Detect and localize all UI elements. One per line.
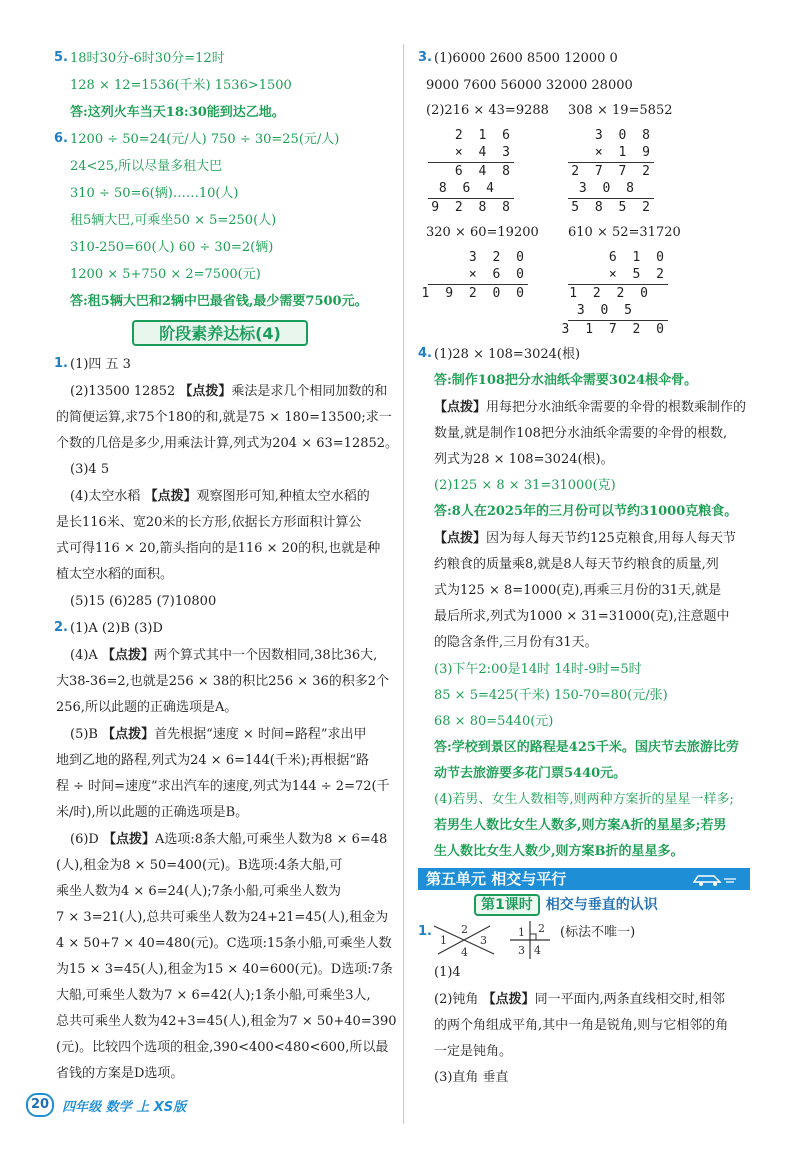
answer-line: 答:学校到景区的路程是425千米。国庆节去旅游比劳	[434, 740, 739, 755]
calc-rule	[428, 284, 528, 285]
answer-line: (3)下午2:00是14时 14时-9时=5时	[434, 662, 642, 677]
hint-label: 【点拨】	[179, 384, 232, 399]
answer-line: (人),租金为8 × 50=400(元)。B选项:4条大船,可	[56, 858, 343, 873]
calc-row: 3 1 7 2 0	[561, 322, 668, 337]
page-number: 20	[26, 1093, 54, 1117]
page-footer	[26, 1093, 186, 1117]
section-title: 阶段素养达标(4)	[132, 320, 308, 346]
unit-banner	[418, 868, 750, 890]
answer-line: (3)4 5	[70, 462, 110, 477]
answer-line: 4 × 50+7 × 40=480(元)。C选项:15条小船,可乘坐人数	[56, 936, 392, 951]
vertical-calculation	[428, 128, 514, 214]
angle-label: 2	[461, 923, 468, 936]
answer-line: 85 × 5=425(千米) 150-70=80(元/张)	[434, 688, 668, 703]
answer-line: 若男生人数比女生人数多,则方案A折的星星多;若男	[434, 818, 727, 833]
calc-row: 3 0 8	[594, 128, 654, 143]
calc-row: × 4 3	[454, 145, 514, 160]
answer-line: 生人数比女生人数少,则方案B折的星星多。	[434, 844, 684, 859]
calc-row: 2 1 6	[454, 128, 514, 143]
answer-line: 米/时),所以此题的正确选项是B。	[56, 805, 249, 820]
answer-line: (5)15 (6)285 (7)10800	[70, 594, 217, 609]
figure-note: (标法不唯一)	[560, 925, 636, 940]
answer-line: 128 × 12=1536(千米) 1536>1500	[70, 78, 292, 93]
question-number: 2.	[54, 620, 68, 635]
question-number: 3.	[418, 50, 432, 65]
angle-label: 1	[518, 926, 525, 939]
answer-line: 大38-36=2,也就是256 × 38的积比256 × 36的积多2个	[56, 674, 390, 689]
answer-line: (1)6000 2600 8500 12000 0	[434, 51, 618, 66]
perpendicular-lines-figure	[508, 920, 552, 960]
answer-line: 310 ÷ 50=6(辆)……10(人)	[70, 186, 239, 201]
answer-line: 为15 × 3=45(人),租金为15 × 40=600(元)。D选项:7条	[56, 962, 393, 977]
angle-label: 1	[440, 934, 447, 947]
answer-line: (6)D 【点拨】A选项:8条大船,可乘坐人数为8 × 6=48	[70, 832, 388, 847]
column-divider	[403, 44, 404, 1124]
car-icon	[692, 871, 738, 887]
answer-line: 数量,就是制作108把分水油纸伞需要的伞骨的根数,	[434, 426, 728, 441]
answer-line: 答:这列火车当天18:30能到达乙地。	[70, 105, 285, 120]
answer-line: (4)太空水稻 【点拨】观察图形可知,种植太空水稻的	[70, 489, 370, 504]
answer-line: (2)125 × 8 × 31=31000(克)	[434, 478, 616, 493]
answer-line: 【点拨】因为每人每天节约125克粮食,用每人每天节	[434, 531, 736, 546]
calc-rule	[568, 162, 654, 163]
hint-label: 【点拨】	[102, 727, 155, 742]
answer-line: 地到乙地的路程,列式为24 × 6=144(千米);再根据“路	[56, 753, 369, 768]
answer-line: 18时30分-6时30分=12时	[70, 51, 225, 66]
calc-row: × 5 2	[608, 267, 668, 282]
answer-line: (2)216 × 43=9288	[426, 103, 549, 118]
angle-label: 3	[518, 944, 525, 957]
answer-line: 的隐含条件,三月份有31天。	[434, 635, 598, 650]
answer-line: 总共可乘坐人数为42+3=45(人),租金为7 × 50+40=390	[56, 1014, 397, 1029]
calc-row: 1 2 2 0	[569, 286, 652, 301]
question-number: 1.	[418, 924, 432, 939]
vertical-calculation	[568, 128, 654, 214]
calc-rule	[568, 284, 668, 285]
answer-line: 式为125 × 8=1000(克),再乘三月份的31天,就是	[434, 583, 722, 598]
answer-line: 式可得116 × 20,箭头指向的是116 × 20的积,也就是种	[56, 541, 381, 556]
answer-line: 租5辆大巴,可乘坐50 × 5=250(人)	[70, 213, 277, 228]
hint-label: 【点拨】	[102, 832, 155, 847]
answer-line: (5)B 【点拨】首先根据“速度 × 时间=路程”求出甲	[70, 727, 367, 742]
answer-line: (1)A (2)B (3)D	[70, 621, 163, 636]
answer-line: 程 ÷ 时间=速度”求出汽车的速度,列式为144 ÷ 2=72(千	[56, 779, 390, 794]
calc-row: 5 8 5 2	[571, 200, 654, 215]
hint-label: 【点拨】	[434, 400, 487, 415]
calc-rule	[428, 162, 514, 163]
question-number: 5.	[54, 50, 68, 65]
hint-label: 【点拨】	[144, 489, 197, 504]
angle-label: 2	[538, 922, 545, 935]
answer-line: (元)。比较四个选项的租金,390<400<480<600,所以最	[56, 1040, 389, 1055]
vertical-calculation	[561, 250, 668, 340]
calc-row: 3 2 0	[468, 250, 528, 265]
calc-row: 8 6 4	[438, 181, 498, 196]
calc-rule	[568, 320, 668, 321]
answer-line: (4)A 【点拨】两个算式其中一个因数相同,38比36大,	[70, 648, 378, 663]
calc-row: 3 0 8	[578, 181, 638, 196]
vertical-calculation	[421, 250, 528, 306]
question-number: 1.	[54, 356, 68, 371]
calc-row: 9 2 8 8	[431, 200, 514, 215]
answer-line: 1200 × 5+750 × 2=7500(元)	[70, 267, 261, 282]
calc-rule	[428, 198, 514, 199]
question-number: 6.	[54, 131, 68, 146]
answer-line: 308 × 19=5852	[568, 103, 673, 118]
book-brand: 四年级 数学 上 XS版	[62, 1099, 187, 1115]
answer-line: (2)钝角 【点拨】同一平面内,两条直线相交时,相邻	[434, 992, 725, 1007]
hint-label: 【点拨】	[101, 648, 154, 663]
answer-line: 一定是钝角。	[434, 1044, 513, 1059]
calc-row: 6 1 0	[608, 250, 668, 265]
unit-title: 第五单元 相交与平行	[426, 870, 567, 888]
answer-line: 的简便运算,求75个180的和,就是75 × 180=13500;求一	[56, 410, 392, 425]
calc-row: 3 0 5	[576, 303, 636, 318]
answer-line: 最后所求,列式为1000 × 31=31000(克),注意题中	[434, 609, 730, 624]
answer-line: 1200 ÷ 50=24(元/人) 750 ÷ 30=25(元/人)	[70, 132, 340, 147]
lesson-title: 相交与垂直的认识	[545, 897, 658, 913]
answer-line: (2)13500 12852 【点拨】乘法是求几个相同加数的和	[70, 384, 388, 399]
lesson-badge: 第1课时	[474, 894, 540, 916]
answer-line: 320 × 60=19200	[426, 225, 539, 240]
answer-line: 610 × 52=31720	[568, 225, 681, 240]
answer-line: (1)4	[434, 965, 461, 980]
answer-line: 7 × 3=21(人),总共可乘坐人数为24+21=45(人),租金为	[56, 910, 389, 925]
answer-line: 答:8人在2025年的三月份可以节约31000克粮食。	[434, 504, 738, 519]
hint-label: 【点拨】	[482, 992, 535, 1007]
answer-line: 乘坐人数为4 × 6=24(人);7条小船,可乘坐人数为	[56, 884, 342, 899]
intersecting-lines-figure	[432, 922, 498, 958]
answer-line: 答:制作108把分水油纸伞需要3024根伞骨。	[434, 373, 698, 388]
answer-line: 列式为28 × 108=3024(根)。	[434, 452, 614, 467]
lesson-header	[474, 894, 658, 916]
answer-line: 的两个角组成平角,其中一角是锐角,则与它相邻的角	[434, 1018, 729, 1033]
answer-line: 大船,可乘坐人数为7 × 6=42(人);1条小船,可乘坐3人,	[56, 988, 371, 1003]
angle-label: 4	[461, 946, 468, 958]
question-number: 4.	[418, 346, 432, 361]
answer-line: 约粮食的质量乘8,就是8人每天节约粮食的质量,列	[434, 557, 719, 572]
answer-line: (1)四 五 3	[70, 357, 131, 372]
answer-line: 310-250=60(人) 60 ÷ 30=2(辆)	[70, 240, 274, 255]
answer-line: 24<25,所以尽量多租大巴	[70, 159, 223, 174]
answer-line: 68 × 80=5440(元)	[434, 714, 554, 729]
answer-line: (3)直角 垂直	[434, 1070, 509, 1085]
answer-line: (1)28 × 108=3024(根)	[434, 347, 581, 362]
answer-line: 植太空水稻的面积。	[56, 567, 174, 582]
angle-label: 3	[480, 934, 487, 947]
hint-label: 【点拨】	[434, 531, 487, 546]
answer-line: 动节去旅游要多花门票5440元。	[434, 766, 627, 781]
answer-line: 省钱的方案是D选项。	[56, 1066, 184, 1081]
calc-row: × 1 9	[594, 145, 654, 160]
answer-line: 个数的几倍是多少,用乘法计算,列式为204 × 63=12852。	[56, 436, 399, 451]
calc-rule	[568, 198, 654, 199]
calc-row: 1 9 2 0 0	[421, 286, 528, 301]
calc-row: × 6 0	[468, 267, 528, 282]
answer-line: (4)若男、女生人数相等,则两种方案折的星星一样多;	[434, 792, 734, 807]
calc-row: 6 4 8	[454, 164, 514, 179]
answer-line: 是长116米、宽20米的长方形,依据长方形面积计算公	[56, 515, 362, 530]
answer-line: 9000 7600 56000 32000 28000	[426, 78, 633, 93]
angle-label: 4	[534, 944, 541, 957]
answer-line: 【点拨】用每把分水油纸伞需要的伞骨的根数乘制作的	[434, 400, 747, 415]
calc-row: 2 7 7 2	[571, 164, 654, 179]
answer-line: 答:租5辆大巴和2辆中巴最省钱,最少需要7500元。	[70, 294, 368, 309]
answer-line: 256,所以此题的正确选项是A。	[56, 700, 238, 715]
